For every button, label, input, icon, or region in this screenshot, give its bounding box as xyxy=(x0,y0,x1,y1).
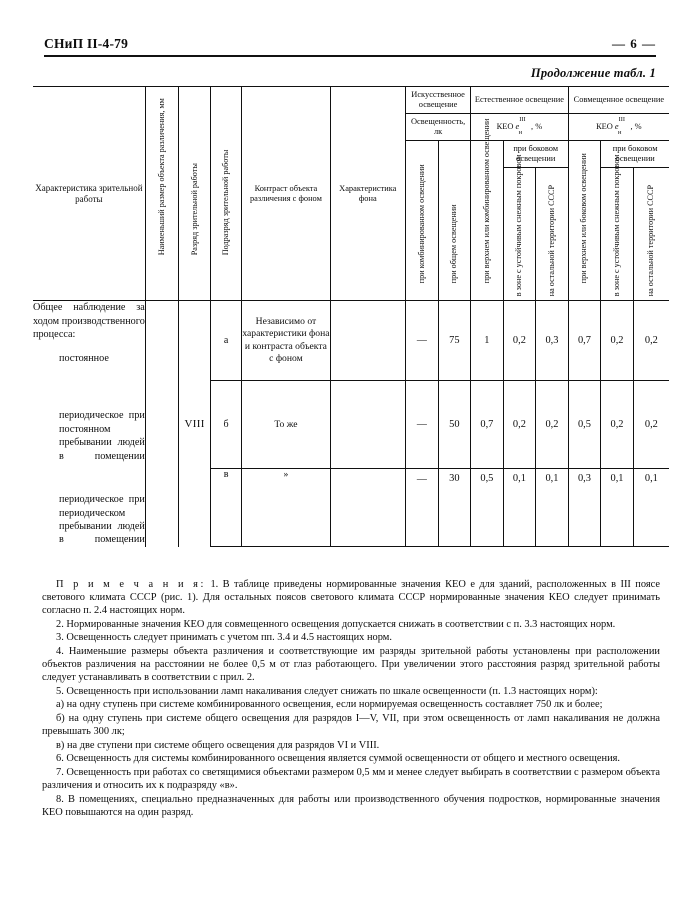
th-leaf-top-nat xyxy=(471,118,504,301)
keo-superscript: III xyxy=(519,116,526,124)
note-6-text: 6. Освещенность для системы комбинированного освещения является суммой освещенности от общего и местного освещения. xyxy=(56,753,621,765)
keo-letter: e xyxy=(614,121,619,131)
th-sub-keo-combined xyxy=(568,114,669,141)
cell-top-comb-v: 0,3 xyxy=(568,469,601,547)
th-sub-keo-combined-unit: , % xyxy=(630,121,642,131)
th-leaf-snow-nat-label: в зоне с устойчивым снежным покровом xyxy=(514,154,524,297)
cell-rest-comb-v: 0,1 xyxy=(633,469,669,547)
th-min-size-label: Наименьший размер объекта различения, мм xyxy=(156,98,166,256)
keo-letter: e xyxy=(515,121,520,131)
keo-subscript: н xyxy=(518,128,523,136)
cell-snow-comb-a: 0,2 xyxy=(601,301,634,381)
cell-background-b xyxy=(330,381,406,469)
note-item-8 xyxy=(42,793,660,819)
th-leaf-combined-lighting-label: при комбинированном освещении xyxy=(416,164,426,283)
header-row-groups xyxy=(33,87,669,114)
th-leaf-top-nat-label: при верхнем или комбинированном освещении xyxy=(481,118,491,283)
th-contrast xyxy=(242,87,330,301)
cell-top-comb-a: 0,7 xyxy=(568,301,601,381)
note-item-1 xyxy=(42,578,660,617)
th-background xyxy=(330,87,406,301)
norms-table-wrapper xyxy=(33,86,669,547)
cell-general-lighting-v: 30 xyxy=(438,469,471,547)
th-side-lighting-combined-label: при боковом освещении xyxy=(612,144,658,164)
cell-snow-nat-b: 0,2 xyxy=(503,381,536,469)
cell-background-v xyxy=(330,469,406,547)
note-3-text: 3. Освещенность следует принимать с учетом пп. 3.4 и 4.5 настоящих норм. xyxy=(56,632,392,644)
note-item-5a xyxy=(42,698,660,711)
cell-subrank-a: а xyxy=(210,301,241,381)
cell-background-a xyxy=(330,301,406,381)
note-item-5v xyxy=(42,739,660,752)
note-1-text: 1. В таблице приведены нормированные значения КЕО e для зданий, расположенных в III поясе светового климата СССР (рис. 1). Для остальных поясов светового климата СССР нормированные значения КЕО следует принимать согласно п. 2.4 настоящих норм. xyxy=(42,579,660,617)
th-group-combined-label: Совмещенное освещение xyxy=(573,95,665,105)
cell-snow-nat-a: 0,2 xyxy=(503,301,536,381)
cell-top-nat-v: 0,5 xyxy=(471,469,504,547)
note-item-7 xyxy=(42,766,660,792)
th-contrast-label: Контраст объекта различения с фоном xyxy=(249,183,322,203)
note-item-6 xyxy=(42,752,660,765)
th-background-label: Характеристика фона xyxy=(339,183,397,203)
note-4-text: 4. Наименьшие размеры объекта различения и соответствующие им разряды зрительной работы установлены при расположении объектов различения на расстоянии не более 0,5 м от глаз работающего. При увеличении этого расстояния разряд зрительной работы следует устанавливать в соответствии с прил. 2. xyxy=(42,646,660,684)
document-code: СНиП II-4-79 xyxy=(44,36,129,51)
th-leaf-top-comb-label: при верхнем или боковом освещении xyxy=(579,152,589,283)
th-sub-keo-natural-unit: , % xyxy=(531,121,543,131)
cell-combined-lighting-v: — xyxy=(406,469,439,547)
th-leaf-combined-lighting xyxy=(406,141,439,301)
note-2-text: 2. Нормированные значения КЕО для совмещенного освещения допускается снижать в соответствии с п. 3.3 настоящих норм. xyxy=(56,618,616,630)
cell-contrast-b: То же xyxy=(242,381,330,469)
th-sub-keo-combined-label: КЕО xyxy=(596,121,613,131)
cell-contrast-v: » xyxy=(242,469,330,547)
th-leaf-rest-nat xyxy=(536,168,569,301)
keo-symbol-combined xyxy=(614,116,631,136)
note-item-5 xyxy=(42,685,660,698)
cell-rest-nat-b: 0,2 xyxy=(536,381,569,469)
note-5v-text: в) на две ступени при системе общего освещения для разрядов VI и VIII. xyxy=(56,739,380,751)
note-5-text: 5. Освещенность при использовании ламп накаливания следует снижать по шкале освещенности (п. 1.3 настоящих норм): xyxy=(56,685,598,697)
th-subrank-label: Подразряд зрительной работы xyxy=(220,150,230,256)
table-notes xyxy=(42,578,660,819)
cell-snow-comb-b: 0,2 xyxy=(601,381,634,469)
row-label-periodic-periodic: периодическое при периодическом пребывании людей в помещении xyxy=(59,494,145,546)
th-leaf-snow-nat xyxy=(503,154,536,301)
th-leaf-general-lighting-label: при общем освещении xyxy=(449,204,459,283)
row-label-periodic-permanent: периодическое при постоянном пребывании людей в помещении xyxy=(59,410,145,462)
th-group-natural-label: Естественное освещение xyxy=(474,95,564,105)
keo-symbol-natural xyxy=(515,116,531,136)
note-7-text: 7. Освещенность при работах со светящимися объектами размером 0,5 мм и менее следует выбирать в соответствии с размером объекта различения и относить их к подразряду «в». xyxy=(42,767,660,792)
th-sub-illuminance xyxy=(406,114,471,141)
th-side-lighting-natural-label: при боковом освещении xyxy=(513,144,559,164)
row-label-constant: постоянное xyxy=(59,352,109,364)
th-min-size xyxy=(145,87,179,301)
note-item-3 xyxy=(42,631,660,644)
th-leaf-snow-comb-label: в зоне с устойчивым снежным покровом xyxy=(611,154,621,297)
th-leaf-rest-nat-label: на остальной территории СССР xyxy=(546,185,556,297)
note-item-2 xyxy=(42,618,660,631)
th-group-combined xyxy=(568,87,669,114)
th-rank-label: Разряд зрительной работы xyxy=(189,163,199,256)
keo-superscript: III xyxy=(618,116,626,124)
th-leaf-rest-comb xyxy=(633,168,669,301)
table-row xyxy=(33,301,669,381)
cell-combined-lighting-a: — xyxy=(406,301,439,381)
th-sub-keo-natural-label: КЕО xyxy=(496,121,514,131)
cell-rest-comb-a: 0,2 xyxy=(633,301,669,381)
cell-subrank-v: в xyxy=(210,469,241,547)
th-leaf-top-comb xyxy=(568,141,601,301)
note-8-text: 8. В помещениях, специально предназначенных для работы или производственного обучения подростков, нормированные значения КЕО повышаются на один разряд. xyxy=(42,793,660,818)
th-group-natural xyxy=(471,87,569,114)
note-5a-text: а) на одну ступень при системе комбинированного освещения, если нормируемая освещенность составляет 750 лк и более; xyxy=(56,699,603,711)
table-continuation-caption: Продолжение табл. 1 xyxy=(530,66,656,80)
note-5b-text: б) на одну ступень при системе общего освещения для разрядов I—V, VII, при этом освещенность от ламп накаливания не должна превышать 300 лк; xyxy=(42,713,660,738)
notes-heading: П р и м е ч а н и я: xyxy=(56,579,207,590)
cell-top-comb-b: 0,5 xyxy=(568,381,601,469)
cell-rest-nat-a: 0,3 xyxy=(536,301,569,381)
th-group-artificial-label: Искусственное освещение xyxy=(411,90,465,110)
cell-general-lighting-a: 75 xyxy=(438,301,471,381)
norms-table xyxy=(33,86,669,547)
note-item-5b xyxy=(42,712,660,738)
th-characteristic xyxy=(33,87,145,301)
section-title: Общее наблюдение за ходом производственного процесса: xyxy=(33,302,145,341)
th-leaf-general-lighting xyxy=(438,141,471,301)
cell-top-nat-b: 0,7 xyxy=(471,381,504,469)
cell-combined-lighting-b: — xyxy=(406,381,439,469)
cell-snow-comb-v: 0,1 xyxy=(601,469,634,547)
row-group-label-cell xyxy=(33,301,145,547)
cell-min-size xyxy=(145,301,179,547)
th-sub-illuminance-label: Освещенность, лк xyxy=(410,117,466,137)
th-characteristic-label: Характеристика зрительной работы xyxy=(35,182,143,204)
cell-rank: VIII xyxy=(179,301,210,547)
th-rank xyxy=(179,87,210,301)
cell-contrast-a: Независимо от характеристики фона и контраста объекта с фоном xyxy=(242,301,330,381)
cell-snow-nat-v: 0,1 xyxy=(503,469,536,547)
th-subrank xyxy=(210,87,241,301)
cell-rest-nat-v: 0,1 xyxy=(536,469,569,547)
cell-subrank-b: б xyxy=(210,381,241,469)
note-item-4 xyxy=(42,645,660,684)
cell-general-lighting-b: 50 xyxy=(438,381,471,469)
cell-top-nat-a: 1 xyxy=(471,301,504,381)
running-head xyxy=(44,36,656,52)
th-leaf-rest-comb-label: на остальной территории СССР xyxy=(646,185,656,297)
th-leaf-snow-comb xyxy=(601,154,634,301)
th-group-artificial xyxy=(406,87,471,114)
header-rule xyxy=(44,55,656,57)
cell-rest-comb-b: 0,2 xyxy=(633,381,669,469)
keo-subscript: н xyxy=(618,128,622,136)
page-number: — 6 — xyxy=(612,36,656,51)
